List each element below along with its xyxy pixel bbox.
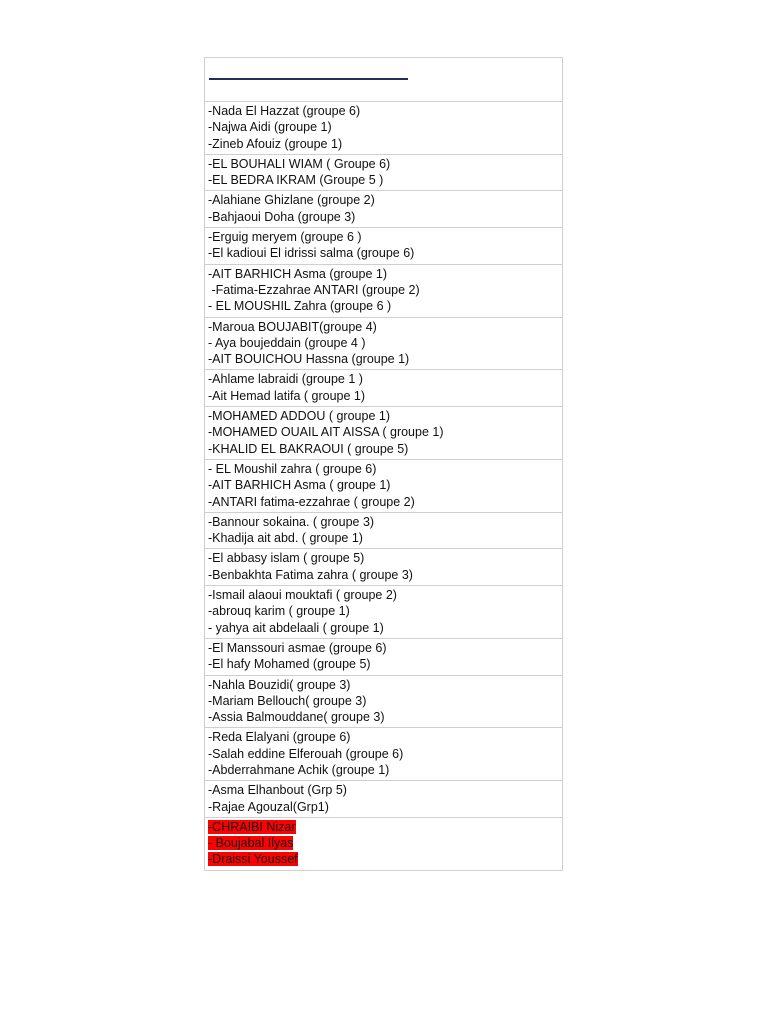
table-row [205,318,562,371]
table-row [205,265,562,318]
cell-line: -El hafy Mohamed (groupe 5) [208,657,371,672]
table-row [205,191,562,228]
cell-line: -Khadija ait abd. ( groupe 1) [208,531,363,546]
table-row [205,781,562,818]
highlighted-line [208,819,559,835]
header-underline [209,78,408,80]
highlighted-text: -Draissi Youssef [208,852,298,867]
cell-line: -El kadioui El idrissi salma (groupe 6) [208,246,415,261]
cell-line: -AIT BOUICHOU Hassna (groupe 1) [208,352,410,367]
cell-line: -Fatima-Ezzahrae ANTARI (groupe 2) [208,282,420,297]
table-row [205,728,562,781]
cell-line: - Aya boujeddain (groupe 4 ) [208,335,366,350]
cell-line: -Ait Hemad latifa ( groupe 1) [208,388,366,403]
cell-line: -El abbasy islam ( groupe 5) [208,551,365,566]
cell-line: -Bannour sokaina. ( groupe 3) [208,514,375,529]
cell-line: - EL MOUSHIL Zahra (groupe 6 ) [208,299,392,314]
cell-line: -Benbakhta Fatima zahra ( groupe 3) [208,567,413,582]
cell-line: -Maroua BOUJABIT(groupe 4) [208,319,377,334]
cell-line: -Ahlame labraidi (groupe 1 ) [208,372,363,387]
cell-line: -ANTARI fatima-ezzahrae ( groupe 2) [208,494,415,509]
cell-line: -AIT BARHICH Asma ( groupe 1) [208,478,391,493]
cell-line: -MOHAMED ADDOU ( groupe 1) [208,409,390,424]
header-row [205,58,562,102]
cell-line: -Salah eddine Elferouah (groupe 6) [208,746,404,761]
highlighted-text: -CHRAIBI Nizar [208,819,296,834]
cell-line: -EL BEDRA IKRAM (Groupe 5 ) [208,173,384,188]
table-row [205,460,562,513]
cell-line: -El Manssouri asmae (groupe 6) [208,640,387,655]
cell-line: -Mariam Bellouch( groupe 3) [208,693,367,708]
table-row [205,586,562,639]
table-row [205,513,562,550]
cell-line: -Asma Elhanbout (Grp 5) [208,783,347,798]
cell-line: -Erguig meryem (groupe 6 ) [208,230,362,245]
cell-line: -Nahla Bouzidi( groupe 3) [208,677,351,692]
table-row [205,370,562,407]
cell-line: -Bahjaoui Doha (groupe 3) [208,209,356,224]
highlighted-line [208,851,559,867]
cell-line: -Najwa Aidi (groupe 1) [208,120,332,135]
highlighted-text: - Boujabal Ilyas [208,836,294,851]
table-row [205,155,562,192]
table-row [205,676,562,729]
cell-line: - EL Moushil zahra ( groupe 6) [208,461,377,476]
table-row [205,228,562,265]
rows-container [205,102,562,870]
spreadsheet-table [204,57,563,871]
cell-line: -Zineb Afouiz (groupe 1) [208,136,343,151]
cell-line: -Nada El Hazzat (groupe 6) [208,104,361,118]
cell-line: -AIT BARHICH Asma (groupe 1) [208,266,387,281]
cell-line: -Reda Elalyani (groupe 6) [208,730,351,745]
table-row [205,407,562,460]
cell-line: -abrouq karim ( groupe 1) [208,604,350,619]
cell-line: -Assia Balmouddane( groupe 3) [208,710,385,725]
cell-line: -Ismail alaoui mouktafi ( groupe 2) [208,588,397,603]
highlighted-row [205,818,562,870]
cell-line: -EL BOUHALI WIAM ( Groupe 6) [208,156,391,171]
cell-line: -Alahiane Ghizlane (groupe 2) [208,193,375,208]
cell-line: -KHALID EL BAKRAOUI ( groupe 5) [208,441,409,456]
cell-line: -MOHAMED OUAIL AIT AISSA ( groupe 1) [208,425,444,440]
cell-line: -Abderrahmane Achik (groupe 1) [208,762,390,777]
table-row [205,639,562,676]
cell-line: - yahya ait abdelaali ( groupe 1) [208,620,384,635]
cell-line: -Rajae Agouzal(Grp1) [208,799,329,814]
table-row [205,102,562,155]
highlighted-line [208,835,559,851]
table-row [205,549,562,586]
